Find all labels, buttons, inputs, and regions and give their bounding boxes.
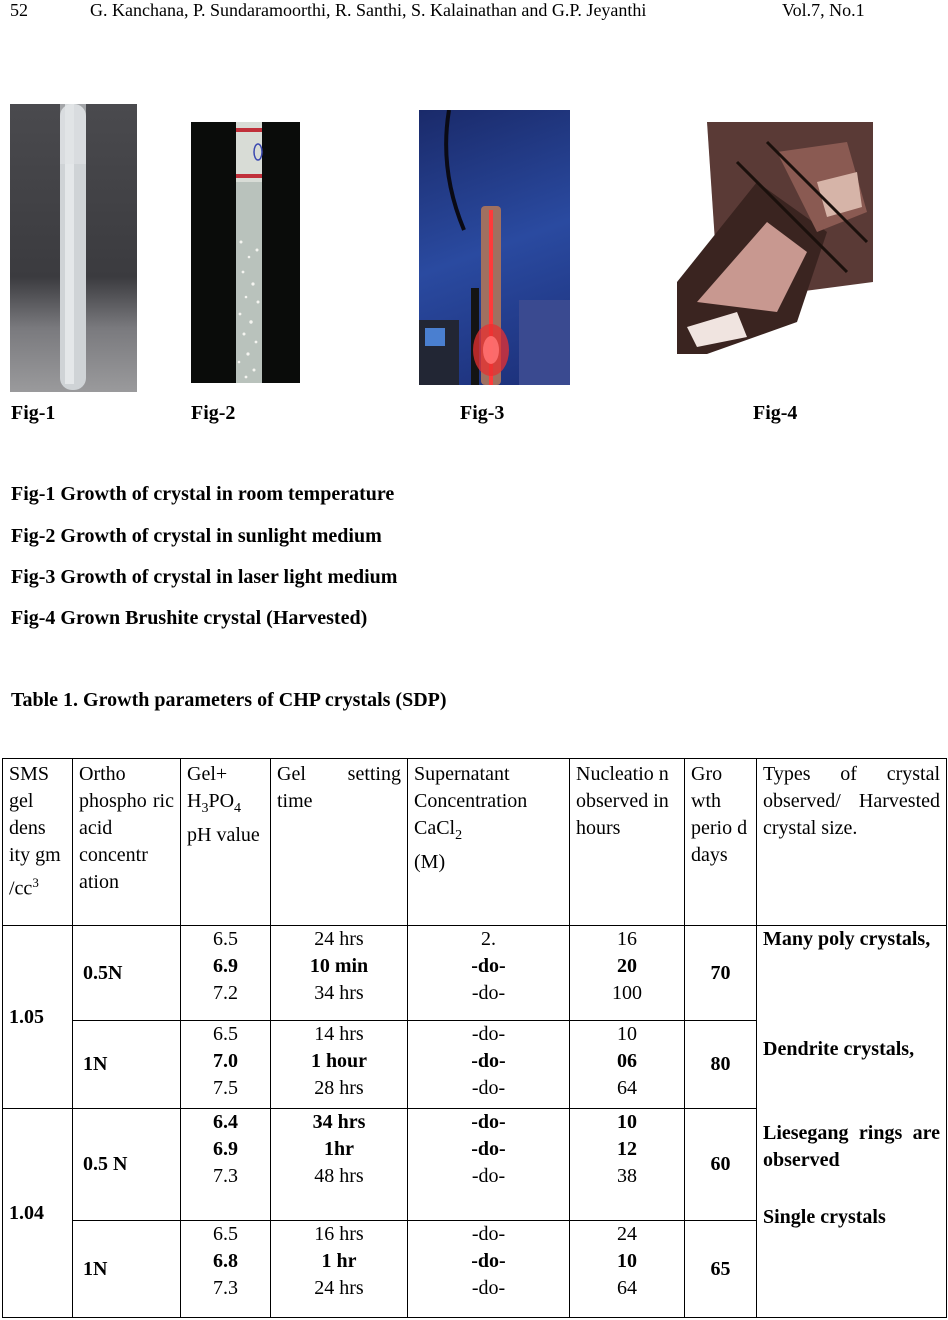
header-growth-period: Gro wth perio d days bbox=[685, 759, 757, 926]
header-gel-ph: Gel+ $H_3PO_4$ pH value bbox=[181, 759, 271, 926]
crystal-type-item: Single crystals bbox=[763, 1206, 886, 1228]
ph-cell: 6.4 6.9 7.3 bbox=[181, 1109, 271, 1221]
growth-period-cell: 80 bbox=[685, 1021, 757, 1109]
growth-period-cell: 65 bbox=[685, 1221, 757, 1318]
nucleation-cell: 24 10 64 bbox=[570, 1221, 685, 1318]
nucleation-cell: 10 12 38 bbox=[570, 1109, 685, 1221]
ph-cell: 6.5 7.0 7.5 bbox=[181, 1021, 271, 1109]
ph-cell: 6.5 6.9 7.2 bbox=[181, 926, 271, 1021]
crystal-type-item: Liesegang rings are observed bbox=[763, 1122, 940, 1171]
header-ortho-concentration: Ortho phospho ric acid concentr ation bbox=[73, 759, 181, 926]
supernatant-cell: 2. -do- -do- bbox=[408, 926, 570, 1021]
growth-period-cell: 70 bbox=[685, 926, 757, 1021]
fig3-label: Fig-3 bbox=[460, 402, 505, 424]
nucleation-cell: 10 06 64 bbox=[570, 1021, 685, 1109]
concentration-cell: 0.5 N bbox=[73, 1109, 181, 1221]
table-title: Table 1. Growth parameters of CHP crystals (SDP) bbox=[11, 689, 447, 711]
growth-period-cell: 60 bbox=[685, 1109, 757, 1221]
fig3-caption: Fig-3 Growth of crystal in laser light medium bbox=[11, 566, 398, 588]
setting-time-cell: 16 hrs 1 hr 24 hrs bbox=[271, 1221, 408, 1318]
page-number: 52 bbox=[10, 0, 28, 20]
setting-time-cell: 14 hrs 1 hour 28 hrs bbox=[271, 1021, 408, 1109]
crystal-type-item: Many poly crystals, bbox=[763, 928, 931, 950]
density-cell: 1.05 bbox=[3, 926, 73, 1109]
concentration-cell: 0.5N bbox=[73, 926, 181, 1021]
fig3-photo bbox=[419, 110, 570, 385]
nucleation-cell: 16 20 100 bbox=[570, 926, 685, 1021]
author-line: G. Kanchana, P. Sundaramoorthi, R. Santhi, S. Kalainathan and G.P. Jeyanthi bbox=[90, 0, 647, 20]
fig1-photo bbox=[10, 104, 137, 392]
header-gel-setting-time: Gel setting time bbox=[271, 759, 408, 926]
fig1-caption: Fig-1 Growth of crystal in room temperature bbox=[11, 483, 395, 505]
fig2-caption: Fig-2 Growth of crystal in sunlight medium bbox=[11, 525, 382, 547]
header-crystal-types: Types of crystal observed/ Harvested crystal size. bbox=[757, 759, 947, 926]
table-row bbox=[3, 926, 947, 1021]
volume-label: Vol.7, No.1 bbox=[782, 0, 865, 20]
header-nucleation: Nucleatio n observed in hours bbox=[570, 759, 685, 926]
fig2-photo bbox=[191, 122, 300, 383]
fig4-photo bbox=[677, 122, 873, 354]
density-cell: 1.04 bbox=[3, 1109, 73, 1318]
crystal-types-cell bbox=[757, 926, 947, 1318]
concentration-cell: 1N bbox=[73, 1221, 181, 1318]
ph-cell: 6.5 6.8 7.3 bbox=[181, 1221, 271, 1318]
fig1-label: Fig-1 bbox=[11, 402, 56, 424]
running-header bbox=[0, 0, 948, 24]
fig4-caption: Fig-4 Grown Brushite crystal (Harvested) bbox=[11, 607, 368, 629]
supernatant-cell: -do- -do- -do- bbox=[408, 1109, 570, 1221]
brushite-crystal-illustration bbox=[677, 122, 873, 354]
header-supernatant: Supernatant Concentration CaCl$_2$ (M) bbox=[408, 759, 570, 926]
table-header-row bbox=[3, 759, 947, 926]
supernatant-cell: -do- -do- -do- bbox=[408, 1221, 570, 1318]
test-tube-illustration bbox=[10, 104, 137, 392]
fig4-label: Fig-4 bbox=[753, 402, 798, 424]
concentration-cell: 1N bbox=[73, 1021, 181, 1109]
growth-parameters-table bbox=[2, 758, 947, 1318]
crystal-tube-illustration bbox=[191, 122, 300, 383]
supernatant-cell: -do- -do- -do- bbox=[408, 1021, 570, 1109]
setting-time-cell: 34 hrs 1hr 48 hrs bbox=[271, 1109, 408, 1221]
crystal-type-item: Dendrite crystals, bbox=[763, 1038, 915, 1060]
laser-tube-illustration bbox=[419, 110, 570, 385]
fig2-label: Fig-2 bbox=[191, 402, 236, 424]
header-sms-density: SMS gel dens ity gm $/cc^3$ bbox=[3, 759, 73, 926]
setting-time-cell: 24 hrs 10 min 34 hrs bbox=[271, 926, 408, 1021]
